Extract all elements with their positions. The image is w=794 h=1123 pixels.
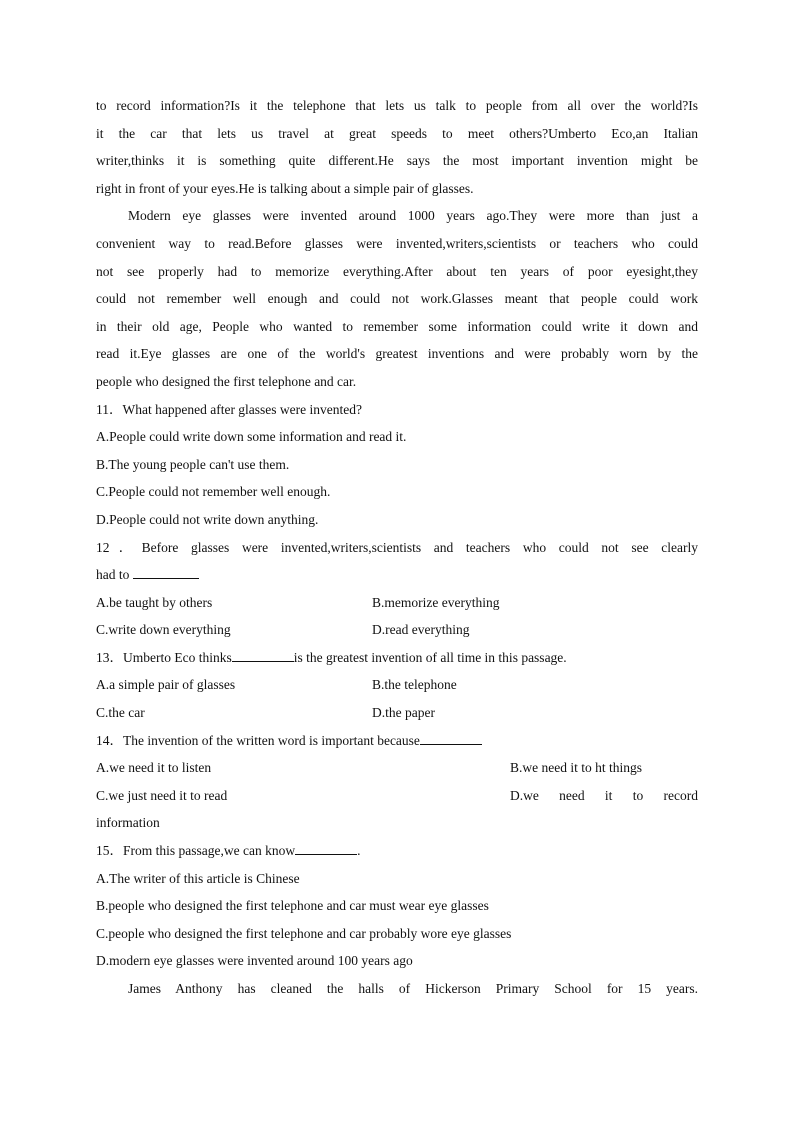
answer-blank	[232, 645, 294, 662]
stem-text: had to	[96, 567, 133, 583]
text-line: writer,thinks it is something quite different.He says the most important invention might be	[96, 153, 698, 169]
option-c: C.the car	[96, 705, 145, 721]
option-c: C.we just need it to read	[96, 787, 228, 803]
text-line: convenient way to read.Before glasses were invented,writers,scientists or teachers who could	[96, 235, 698, 251]
option-d: D.we need it to record	[510, 787, 698, 803]
option-b: B.The young people can't use them.	[96, 456, 290, 472]
option-a: A.we need it to listen	[96, 760, 212, 776]
question-15	[96, 837, 698, 975]
question-stem	[96, 727, 698, 755]
stem-text: .	[357, 843, 361, 859]
text-line: read it.Eye glasses are one of the world's greatest inventions and were probably worn by the	[96, 346, 698, 362]
option-c: C.people who designed the first telephone and car probably wore eye glasses	[96, 925, 512, 941]
question-12	[96, 534, 698, 644]
option-c: C.write down everything	[96, 622, 231, 638]
passage-paragraph-2	[96, 202, 698, 395]
options-row	[96, 671, 698, 699]
text-line: not see properly had to memorize everything.After about ten years of poor eyesight,they	[96, 263, 698, 279]
stem-text: is the greatest invention of all time in this passage.	[293, 649, 567, 665]
option-d-continued: information	[96, 815, 160, 831]
question-stem-line2	[96, 561, 698, 589]
passage-paragraph-1	[96, 92, 698, 202]
question-13	[96, 644, 698, 727]
question-stem	[96, 644, 698, 672]
option-d: D.read everything	[372, 622, 470, 638]
options-row	[96, 754, 698, 782]
stem-text: 15．From this passage,we can know	[96, 843, 296, 859]
option-b: B.we need it to ht things	[510, 760, 642, 776]
answer-blank	[133, 562, 199, 579]
question-stem: 11．What happened after glasses were invented?	[96, 401, 363, 417]
question-stem	[96, 837, 698, 865]
option-a: A.People could write down some information and read it.	[96, 429, 407, 445]
answer-blank	[295, 838, 357, 855]
options-row	[96, 699, 698, 727]
option-d: D.modern eye glasses were invented around 100 years ago	[96, 953, 413, 969]
options-row	[96, 616, 698, 644]
option-c: C.People could not remember well enough.	[96, 484, 331, 500]
stem-text: 13．Umberto Eco thinks	[96, 649, 232, 665]
question-11	[96, 396, 698, 534]
option-d: D.People could not write down anything.	[96, 511, 319, 527]
option-b: B.the telephone	[372, 677, 457, 693]
option-b: B.people who designed the first telephone and car must wear eye glasses	[96, 898, 489, 914]
option-d: D.the paper	[372, 705, 435, 721]
option-a: A.a simple pair of glasses	[96, 677, 236, 693]
option-a: A.be taught by others	[96, 594, 213, 610]
question-14	[96, 727, 698, 837]
option-b: B.memorize everything	[372, 594, 500, 610]
option-a: A.The writer of this article is Chinese	[96, 870, 300, 886]
stem-text: 14．The invention of the written word is important because	[96, 732, 420, 748]
text-line: James Anthony has cleaned the halls of Hickerson Primary School for 15 years.	[128, 981, 698, 996]
text-line: people who designed the first telephone and car.	[96, 373, 357, 389]
question-stem: 12．Before glasses were invented,writers,scientists and teachers who could not see clearly	[96, 539, 698, 555]
text-line: Modern eye glasses were invented around 1000 years ago.They were more than just a	[128, 208, 698, 224]
passage-2-paragraph-1	[96, 975, 698, 1003]
text-line: in their old age, People who wanted to remember some information could write it down and	[96, 318, 698, 334]
text-line: to record information?Is it the telephone that lets us talk to people from all over the world?Is	[96, 98, 698, 113]
answer-blank	[420, 728, 482, 745]
text-line: could not remember well enough and could not work.Glasses meant that people could work	[96, 291, 698, 307]
text-line: right in front of your eyes.He is talking about a simple pair of glasses.	[96, 180, 474, 196]
document-page	[96, 92, 698, 1003]
options-row	[96, 782, 698, 810]
options-row	[96, 589, 698, 617]
text-line: it the car that lets us travel at great speeds to meet others?Umberto Eco,an Italian	[96, 125, 698, 141]
